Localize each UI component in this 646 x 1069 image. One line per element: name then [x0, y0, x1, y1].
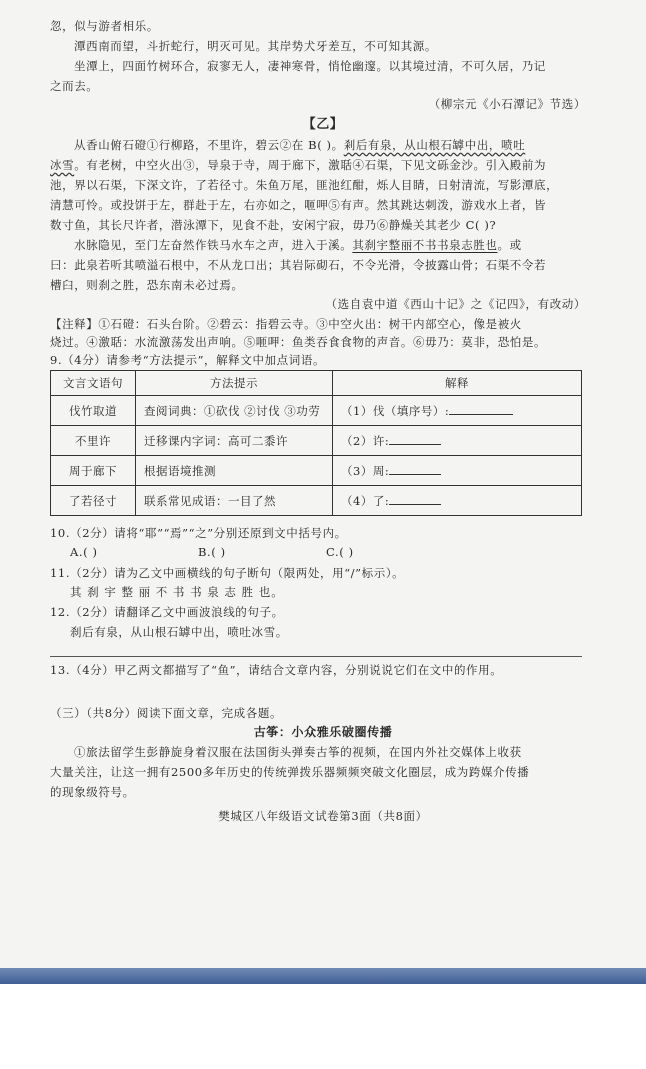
answer-blank[interactable] — [389, 464, 441, 475]
table-cell-answer — [333, 486, 582, 516]
answer-blank[interactable] — [389, 434, 441, 445]
answer-label: （3）周: — [341, 463, 390, 478]
table-header: 文言文语句 — [51, 371, 136, 396]
table-cell-hint: 根据语境推测 — [136, 456, 333, 486]
passage-yi-line: 曰：此泉若听其喷溢石根中，不从龙口出；其岩际砌石，不令光滑，令披露山骨；石渠不令若 — [50, 258, 547, 272]
method-table — [50, 370, 582, 516]
table-cell-hint: 查阅词典：①砍伐 ②讨伐 ③功劳 — [136, 396, 333, 426]
table-header: 方法提示 — [136, 371, 333, 396]
question-9-prompt: 9.（4分）请参考“方法提示”，解释文中加点词语。 — [50, 353, 326, 367]
passage-yi-text: 从香山俯石磴①行柳路，不里许，碧云②在 B( )。 — [74, 138, 344, 152]
table-cell-phrase: 了若径寸 — [51, 486, 136, 516]
table-row — [51, 456, 582, 486]
notes-line: 【注释】①石磴：石头台阶。②碧云：指碧云寺。③中空火出：树干内部空心，像是被火 — [50, 317, 522, 331]
table-row — [51, 426, 582, 456]
answer-line[interactable] — [50, 656, 582, 657]
passage-yi-text: 。或 — [497, 238, 522, 252]
question-12-sentence: 刹后有泉，从山根石罅中出，喷吐冰雪。 — [70, 625, 288, 639]
answer-label: （2）许: — [341, 433, 390, 448]
passage-jia-line: 潭西南而望，斗折蛇行，明灭可见。其岸势犬牙差互，不可知其源。 — [74, 39, 437, 53]
table-cell-phrase: 伐竹取道 — [51, 396, 136, 426]
table-cell-answer — [333, 426, 582, 456]
underlined-sentence: 其刹宇整丽不书书泉志胜也 — [352, 238, 498, 252]
passage-yi-text: 水脉隐见，至门左奋然作铁马水车之声，进入于溪。 — [74, 238, 353, 252]
question-12-prompt: 12.（2分）请翻译乙文中画波浪线的句子。 — [50, 605, 284, 619]
passage-jia-source: （柳宗元《小石潭记》节选） — [428, 97, 586, 111]
article-line: 大量关注，让这一拥有2500多年历史的传统弹拨乐器频频突破文化圈层，成为跨媒介传播 — [50, 765, 530, 779]
passage-yi-text: 。有老树，中空火出③，导泉于寺，周于廊下，激聒④石渠，下见文砾金沙。引入殿前为 — [74, 158, 547, 172]
article-line: ①旅法留学生彭静旋身着汉服在法国街头弹奏古筝的视频，在国内外社交媒体上收获 — [74, 745, 522, 759]
question-13-prompt: 13.（4分）甲乙两文都描写了“鱼”，请结合文章内容，分别说说它们在文中的作用。 — [50, 663, 503, 677]
table-cell-answer — [333, 456, 582, 486]
answer-label: （1）伐（填序号）: — [341, 403, 450, 418]
wavy-underlined-sentence-end: 冰雪 — [50, 158, 75, 172]
notes-line: 烧过。④激聒：水流激荡发出声响。⑤咂呷：鱼类吞食食物的声音。⑥毋乃：莫非，恐怕是。 — [50, 335, 547, 349]
passage-jia-line: 之而去。 — [50, 79, 99, 93]
question-10-option-a[interactable]: A.( ) — [70, 545, 98, 559]
passage-yi-source: （选自袁中道《西山十记》之《记四》，有改动） — [325, 297, 586, 311]
passage-yi-line: 数寸鱼，其长尺许者，潜泳潭下，见食不赴，安闲宁寂，毋乃⑥静燥关其老少 C( )? — [50, 218, 497, 232]
question-10-option-c[interactable]: C.( ) — [326, 545, 354, 559]
blank-area — [0, 984, 646, 1069]
passage-yi-line: 槽臼，则刹之胜，恐东南未必过焉。 — [50, 278, 244, 292]
table-cell-answer — [333, 396, 582, 426]
table-cell-phrase: 周于廊下 — [51, 456, 136, 486]
answer-blank[interactable] — [389, 494, 441, 505]
question-11-sentence: 其 刹 宇 整 丽 不 书 书 泉 志 胜 也。 — [70, 585, 284, 599]
table-cell-hint: 联系常见成语：一目了然 — [136, 486, 333, 516]
passage-yi-line — [74, 237, 522, 253]
passage-yi-heading: 【乙】 — [302, 117, 344, 132]
table-row — [51, 486, 582, 516]
table-header: 解释 — [333, 371, 582, 396]
table-row — [51, 396, 582, 426]
wavy-underlined-sentence: 剎后有泉，从山根石罅中出，喷吐 — [343, 138, 526, 152]
table-cell-phrase: 不里许 — [51, 426, 136, 456]
question-10-prompt: 10.（2分）请将“耶”“焉”“之”分别还原到文中括号内。 — [50, 526, 347, 540]
passage-yi-line — [74, 137, 525, 153]
passage-yi-line: 清慧可怜。或投饼于左，群赴于左，右亦如之，咂呷⑤有声。然其跳达刺泼，游戏水上者，皆 — [50, 198, 547, 212]
page-footer: 樊城区八年级语文试卷第3面（共8面） — [218, 809, 428, 823]
answer-label: （4）了: — [341, 493, 390, 508]
article-line: 的现象级符号。 — [50, 785, 135, 799]
viewer-bottom-bar — [0, 968, 646, 984]
passage-jia-line: 坐潭上，四面竹树环合，寂寥无人，凄神寒骨，悄怆幽邃。以其境过清，不可久居，乃记 — [74, 59, 546, 73]
article-title: 古筝：小众雅乐破圈传播 — [253, 725, 393, 739]
passage-jia-line: 忽，似与游者相乐。 — [50, 19, 159, 33]
passage-yi-line — [50, 157, 546, 173]
question-10-option-b[interactable]: B.( ) — [198, 545, 226, 559]
answer-blank[interactable] — [449, 404, 513, 415]
passage-yi-line: 池，界以石渠，下深文许，了若径寸。朱鱼万尾，匪池红酣，烁人目睛，日射清流，写影潭底， — [50, 178, 559, 192]
table-cell-hint: 迁移课内字词：高可二黍许 — [136, 426, 333, 456]
question-11-prompt: 11.（2分）请为乙文中画横线的句子断句（限两处，用“/”标示）。 — [50, 566, 405, 580]
table-header-row — [51, 371, 582, 396]
section-3-heading: （三）（共8分）阅读下面文章，完成各题。 — [50, 706, 283, 720]
